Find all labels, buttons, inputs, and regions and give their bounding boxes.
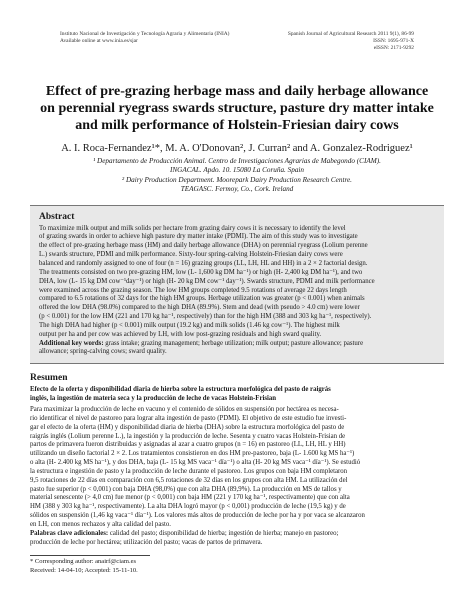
abstract-heading: Abstract bbox=[39, 211, 75, 222]
footnotes bbox=[30, 558, 444, 575]
resumen-line: 9,5 rotaciones de 22 días en comparación con 6,5 rotaciones de 32 días en los grupos con alta HM. La utilización del bbox=[30, 476, 348, 484]
abstract-line: of grazing swards in order to achieve high pasture dry matter intake (PDMI). The aim of this study was to investigate bbox=[39, 233, 358, 241]
header-left-line: Available online at www.inia.es/sjar bbox=[60, 38, 138, 45]
resumen-line: raigrás inglés (Lolium perenne L.), la ingestión y la producción de leche. Sesenta y cuatro vacas Holstein-Frisian de bbox=[30, 432, 346, 440]
header-right bbox=[288, 31, 414, 53]
journal-header bbox=[30, 0, 444, 52]
abstract-line: output per ha and per cow was achieved by LH, with low post-grazing residuals and high sward quality. bbox=[39, 330, 322, 338]
keywords-label: Additional key words: bbox=[39, 339, 104, 347]
keywords-text: grass intake; grazing management; herbage utilization; milk output; pasture allowance; pasture bbox=[103, 339, 364, 347]
abstract-body bbox=[39, 225, 435, 358]
resumen-line: material senescente (> 4,0 cm) fue menor (p < 0,001) con baja HM (221 y 170 kg ha⁻¹, respectivamente) que con alta bbox=[30, 494, 350, 502]
title-line: and milk performance of Holstein-Friesian dairy cows bbox=[75, 118, 399, 133]
resumen-keywords bbox=[30, 530, 444, 539]
abstract-box bbox=[30, 205, 444, 365]
palabras-clave-label: Palabras clave adicionales: bbox=[30, 529, 109, 537]
abstract-line: offered the low DHA (98.0%) compared to the high DHA (89.9%). Stem and dead (with pseudo > 4.0 cm) were lower bbox=[39, 304, 360, 312]
affiliation-line: INGACAL. Apdo. 10. 15080 La Coruña. Spain bbox=[169, 166, 305, 175]
abstract-line: The treatments consisted on two pre-grazing HM, low (L- 1,600 kg DM ha⁻¹) or high (H- 2,400 kg DM ha⁻¹), and two bbox=[39, 268, 363, 276]
corresponding-author-note: * Corresponding author: anairf@ciam.es bbox=[30, 558, 136, 566]
abstract-keywords bbox=[39, 340, 435, 349]
affiliation-line: ¹ Departamento de Producción Animal. Centro de Investigaciones Agrarias de Mabegondo (CIAM). bbox=[93, 157, 381, 165]
header-left-line: Instituto Nacional de Investigación y Tecnología Agraria y Alimentaria (INIA) bbox=[60, 31, 230, 37]
resumen-subtitle-line: Efecto de la oferta y disponibilidad diaria de hierba sobre la estructura morfológica del pasto de raigrás bbox=[30, 386, 331, 394]
paper-title bbox=[30, 83, 444, 134]
resumen-line: o alta (H- 2.400 kg MS ha⁻¹), y dos DHA, baja (L- 15 kg MS vaca⁻¹ día⁻¹) o alta (H- 20 kg MS vaca⁻¹ día⁻¹). Se estudió bbox=[30, 459, 361, 467]
resumen-line: rio identificar el nivel de pastoreo para lograr alta ingestión de pasto (PDMI). El objetivo de este estudio fue investi- bbox=[30, 414, 347, 422]
resumen-line: pasto fue superior (p < 0,001) con baja DHA (98,0%) que con alta DHA (89,9%). La producción en MS de tallos y bbox=[30, 485, 342, 493]
resumen-line: HM (388 y 303 kg ha⁻¹, respectivamente). La alta DHA logró mayor (p < 0,001) producción de leche (19,5 kg) y de bbox=[30, 503, 346, 511]
abstract-line: L.) swards structure, PDMI and milk performance. Sixty-four spring-calving Holstein-Friesian dairy cows were bbox=[39, 251, 343, 259]
resumen-line: gar el efecto de la oferta (HM) y disponibilidad diaria de hierba (DHA) sobre la estructura morfológica del pasto de bbox=[30, 423, 345, 431]
resumen-subtitle bbox=[30, 386, 444, 404]
abstract-line: balanced and randomly assigned to one of four (n = 16) grazing groups (LL, LH, HL and HH) in a 2 × 2 factorial design. bbox=[39, 260, 368, 267]
received-accepted-note: Received: 14-04-10; Accepted: 15-11-10. bbox=[30, 567, 138, 575]
affiliation-line: ² Dairy Production Department. Moorepark Dairy Production Research Centre. bbox=[122, 175, 352, 184]
resumen-line: sólidos en suspensión (1,46 kg vaca⁻¹ día⁻¹). Los valores más altos de producción de leche por ha y por vaca se alcanzaron bbox=[30, 512, 365, 520]
author-list: A. I. Roca-Fernandez¹*, M. A. O'Donovan², J. Curran² and A. Gonzalez-Rodriguez¹ bbox=[61, 143, 413, 154]
header-left bbox=[60, 31, 229, 45]
header-right-line: ISSN: 1695-971-X bbox=[373, 38, 414, 45]
header-right-line: eISSN: 2171-9292 bbox=[373, 45, 414, 52]
affiliations bbox=[30, 157, 444, 195]
abstract-line: compared to 6.5 rotations of 32 days for the high HM groups. Herbage utilization was greater (p < 0.001) when animals bbox=[39, 295, 365, 303]
resumen-line: partos de primavera fueron distribuidas y asignadas al azar a cuatro grupos (n = 16) en pastoreo (LL, LH, HL y HH) bbox=[30, 441, 346, 449]
abstract-line: DHA, low (L- 15 kg DM cow⁻¹day⁻¹) or high (H- 20 kg DM cow⁻¹ day⁻¹). Swards structure, PDMI and milk performance bbox=[39, 277, 375, 285]
abstract-line: The high DHA had higher (p < 0.001) milk output (19.2 kg) and milk solids (1.46 kg cow⁻¹). The highest milk bbox=[39, 321, 340, 329]
resumen-line: en LH, con menos rechazos y alta calidad del pasto. bbox=[30, 520, 171, 528]
abstract-keywords-cont: allowance; spring-calving cows; sward quality. bbox=[39, 348, 167, 356]
title-line: on perennial ryegrass swards structure, pasture dry matter intake bbox=[40, 101, 434, 116]
abstract-line: To maximize milk output and milk solids per hectare from grazing dairy cows it is necessary to identify the level bbox=[39, 224, 346, 232]
resumen-keywords-cont: producción de leche por hectárea; utilización del pasto; vacas de partos de primavera. bbox=[30, 538, 263, 546]
title-line: Effect of pre-grazing herbage mass and daily herbage allowance bbox=[45, 84, 429, 99]
resumen-line: utilizando un diseño factorial 2 × 2. Los tratamientos consistieron en dos HM pre-pastoreo, baja (L- 1.600 kg MS ha⁻¹) bbox=[30, 450, 355, 458]
affiliation-line: TEAGASC. Fermoy, Co., Cork. Ireland bbox=[180, 185, 294, 194]
resumen-heading: Resumen bbox=[30, 373, 68, 384]
footnote-divider bbox=[30, 555, 150, 556]
abstract-line: were examined across the grazing season. The low HM groups completed 9.5 rotations of average 22 days length bbox=[39, 286, 347, 294]
resumen-line: Para maximizar la producción de leche en vacuno y el contenido de sólidos en suspensión por hectárea es necesa- bbox=[30, 405, 339, 413]
header-right-line: Spanish Journal of Agricultural Research 2011 9(1), 86-99 bbox=[287, 31, 414, 37]
abstract-line: (p < 0.001) for the low HM (221 and 170 kg ha⁻¹, respectively) than for the high HM (388 and 303 kg ha⁻¹, respectively). bbox=[39, 313, 372, 321]
resumen-line: la estructura e ingestión de pasto y la producción de leche durante el pastoreo. Los grupos con baja HM completaron bbox=[30, 467, 348, 475]
resumen-body bbox=[30, 406, 444, 548]
abstract-line: the effect of pre-grazing herbage mass (HM) and daily herbage allowance (DHA) on perennial ryegrass (Lolium perenne bbox=[39, 242, 368, 250]
palabras-clave-text: calidad del pasto; disponibilidad de hierba; ingestión de hierba; manejo en pastoreo; bbox=[108, 529, 339, 537]
resumen-subtitle-line: inglés, la ingestión de materia seca y la producción de leche de vacas Holstein-Frisian bbox=[30, 395, 277, 403]
